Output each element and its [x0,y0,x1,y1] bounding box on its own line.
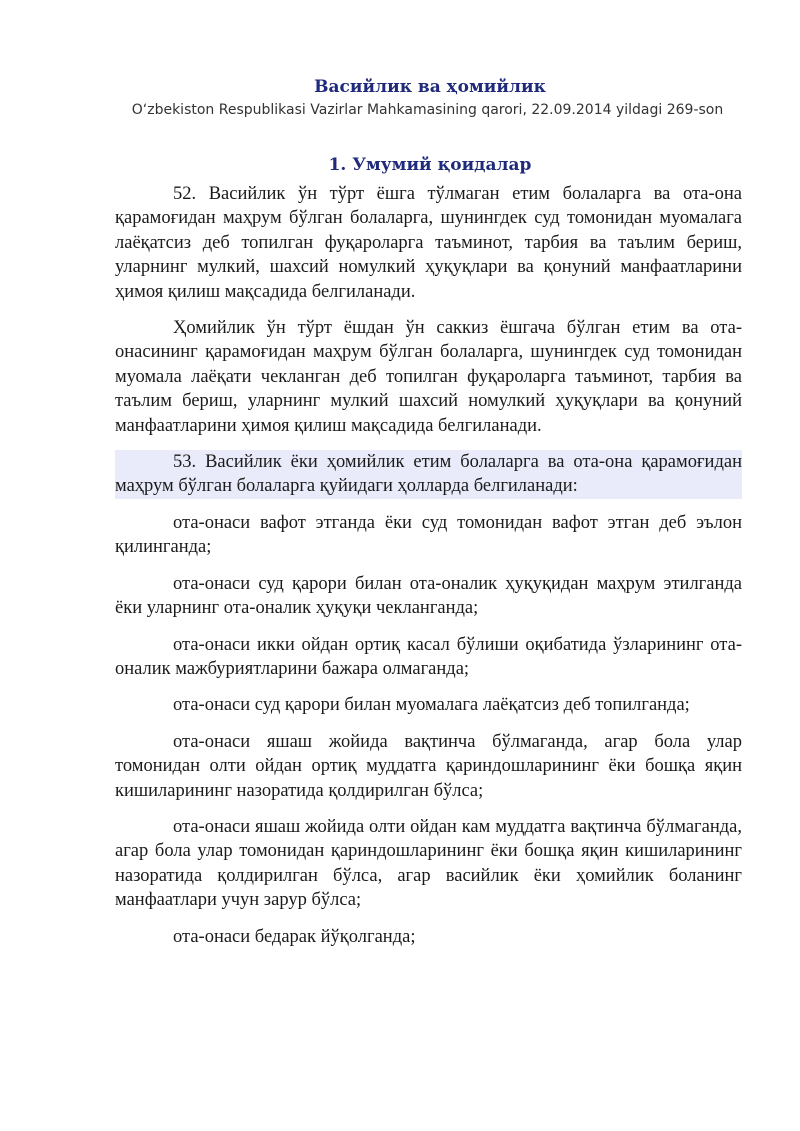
list-item-condition: ота-онаси суд қарори билан ота-оналик ҳуқуқидан маҳрум этилганда ёки уларнинг ота-оналик ҳуқуқи чекланганда; [115,573,742,619]
document-title: Васийлик ва ҳомийлик [314,77,546,97]
document-subtitle: O‘zbekiston Respublikasi Vazirlar Mahkamasining qarori, 22.09.2014 yildagi 269-son [131,102,724,118]
list-item-condition: ота-онаси вафот этганда ёки суд томонидан вафот этган деб эълон қилинганда; [115,512,742,558]
list-item-condition: ота-онаси икки ойдан ортиқ касал бўлиши оқибатида ўзларининг ота-оналик мажбуриятларини бажара олмаганда; [115,634,742,679]
section-title: 1. Умумий қоидалар [328,155,532,175]
list-item-condition: ота-онаси яшаш жойида вақтинча бўлмаганда, агар бола улар томонидан олти ойдан ортиқ муддатга қариндошларининг ёки бошқа яқин кишиларининг назоратида қолдирилган бўлса; [115,731,742,801]
document-body [115,182,742,961]
paragraph-53-highlighted: 53. Васийлик ёки ҳомийлик етим болаларга ва ота-она қарамоғидан маҳрум бўлган болаларга қуйидаги ҳолларда белгиланади: [115,450,742,499]
paragraph-guardianship: Ҳомийлик ўн тўрт ёшдан ўн саккиз ёшгача бўлган етим ва ота-онасининг қарамоғидан маҳрум бўлган болаларга, шунингдек суд томонидан муомала лаёқати чекланган деб топилган фуқароларга таъминот, тарбия ва таълим бериш, уларнинг мулкий шахсий номулкий ҳуқуқлари ва қонуний манфаатларини ҳимоя қилиш мақсадида белгиланади. [115,318,742,436]
paragraph-52: 52. Васийлик ўн тўрт ёшга тўлмаган етим болаларга ва ота-она қарамоғидан маҳрум бўлган болаларга, шунингдек суд томонидан муомалага лаёқатсиз деб топилган фуқароларга таъминот, тарбия ва таълим бериш, уларнинг мулкий, шахсий номулкий ҳуқуқлари ва қонуний манфаатларини ҳимоя қилиш мақсадида белгиланади. [115,184,742,302]
list-item-condition: ота-онаси яшаш жойида олти ойдан кам муддатга вақтинча бўлмаганда, агар бола улар томонидан қариндошларининг ёки бошқа яқин кишиларининг назоратида қолдирилган бўлса, агар васийлик ёки ҳомийлик боланинг манфаатлари учун зарур бўлса; [115,816,742,911]
list-item-condition: ота-онаси бедарак йўқолганда; [173,926,416,947]
list-item-condition: ота-онаси суд қарори билан муомалага лаёқатсиз деб топилганда; [173,695,690,716]
